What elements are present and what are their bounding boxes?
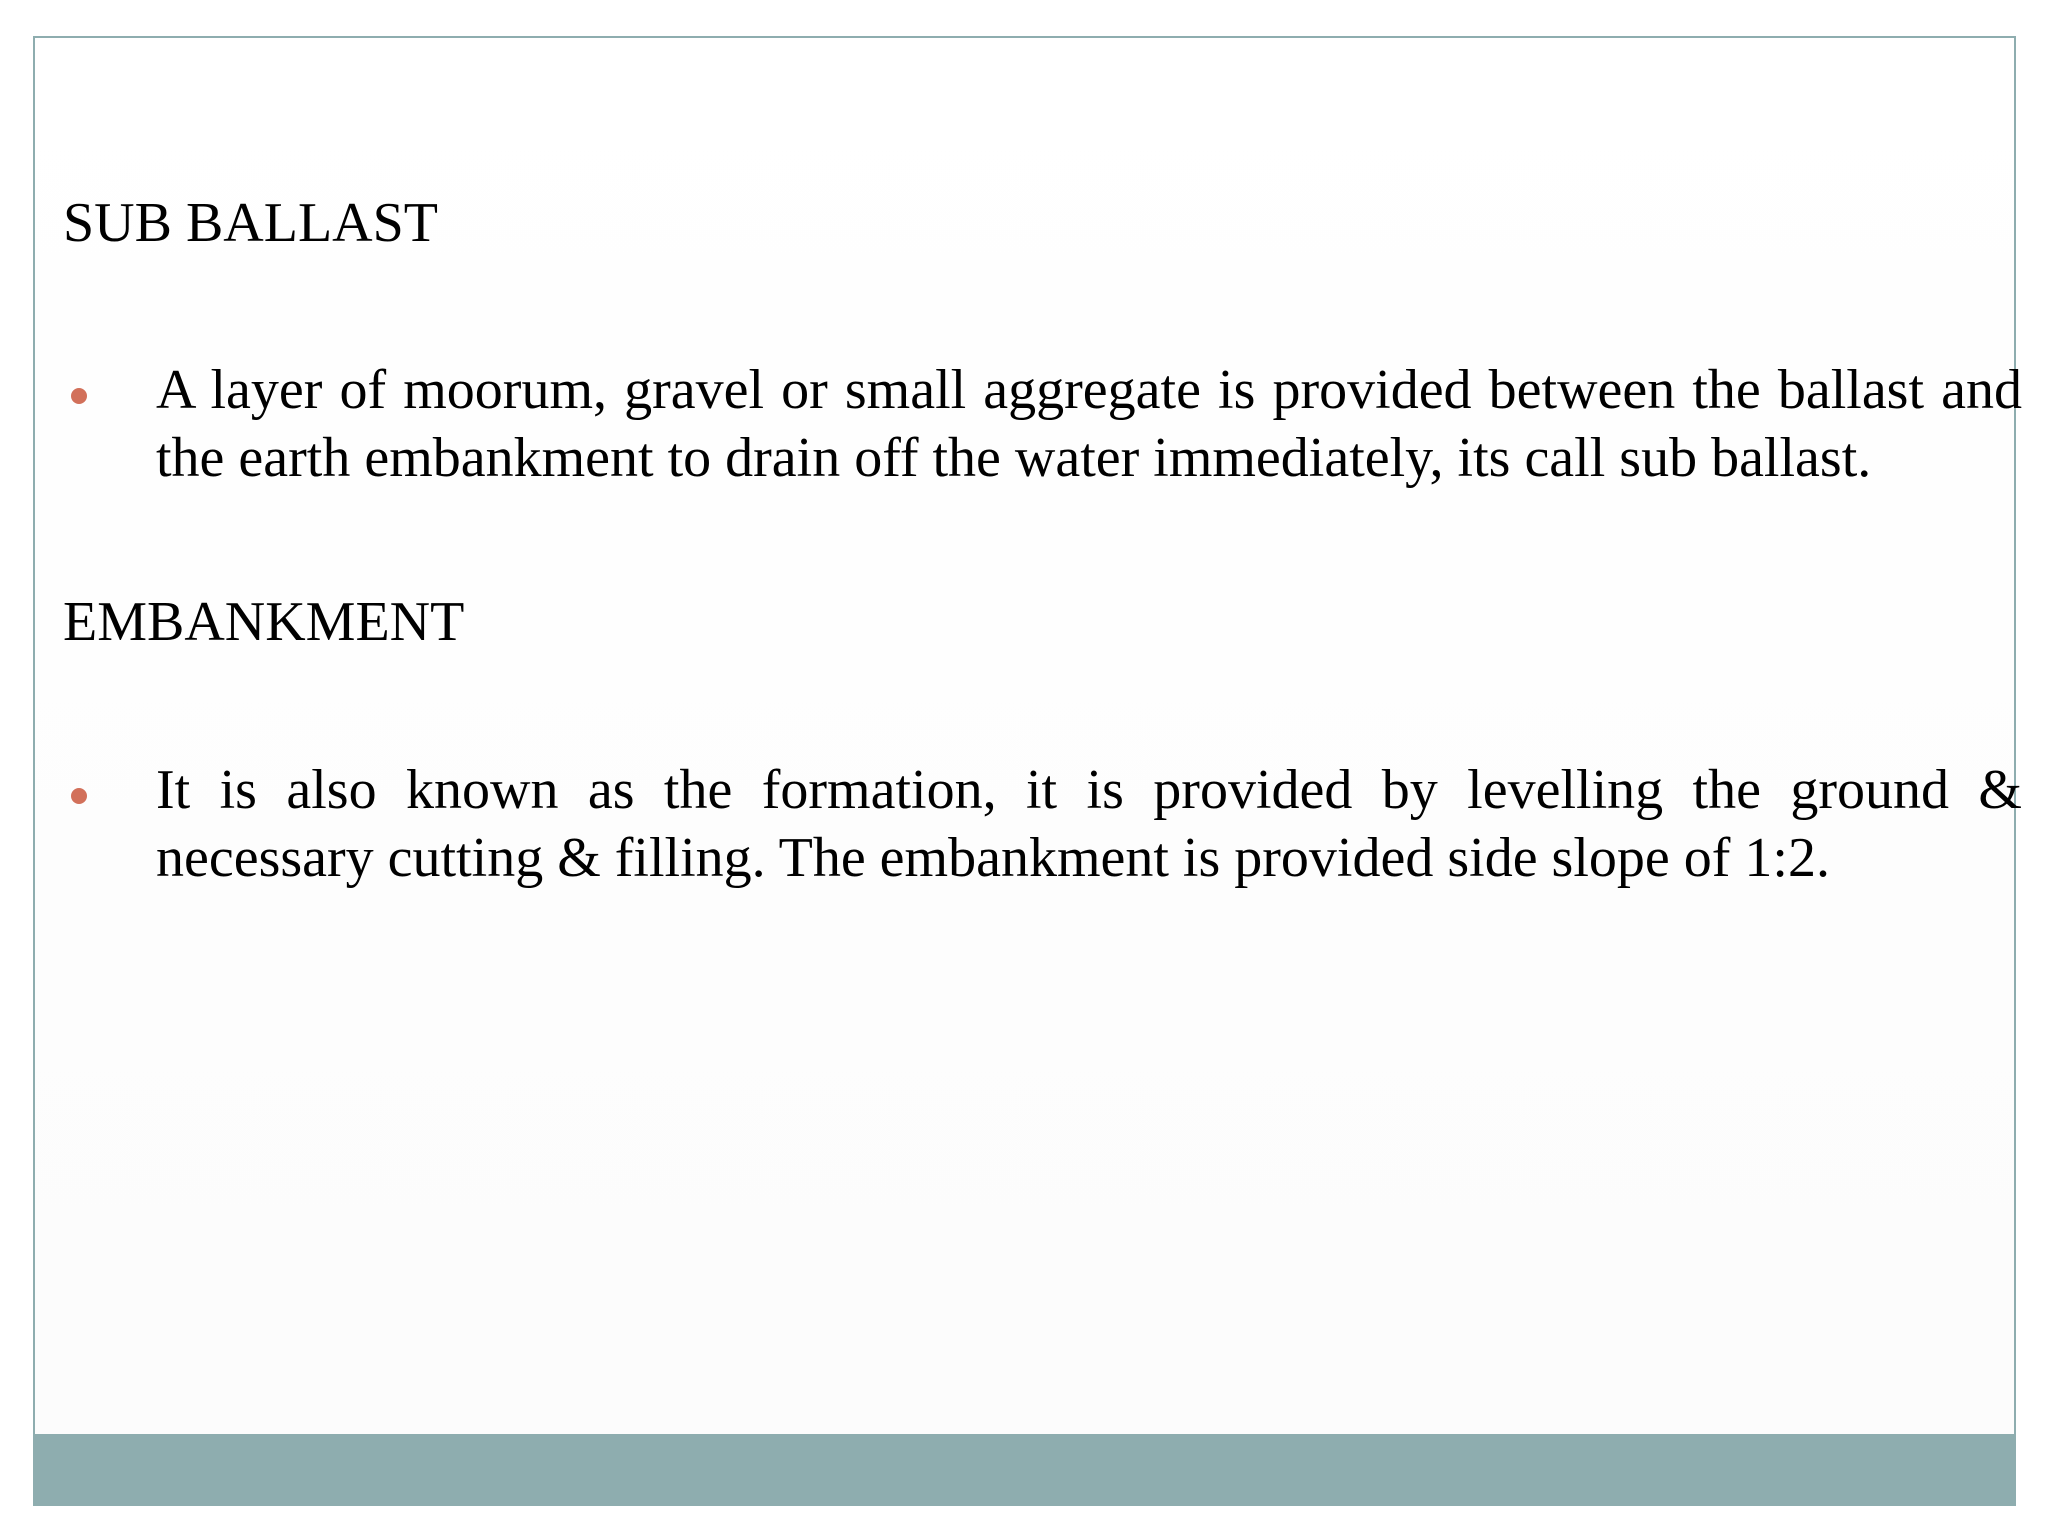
footer-accent-band: [35, 1434, 2014, 1504]
bullet-item-sub-ballast: [63, 356, 2022, 492]
section-heading-embankment: EMBANKMENT: [63, 591, 465, 653]
slide-frame: [33, 36, 2022, 1506]
bullet-dot-icon: [71, 788, 87, 804]
bullet-item-embankment: [63, 756, 2022, 892]
section-heading-sub-ballast: SUB BALLAST: [63, 192, 438, 254]
bullet-text-sub-ballast: A layer of moorum, gravel or small aggregate is provided between the ballast and the earth embankment to drain off the water immediately, its call sub ballast.: [156, 359, 2022, 489]
bullet-dot-icon: [71, 388, 87, 404]
bullet-text-embankment: It is also known as the formation, it is provided by levelling the ground & necessary cutting & filling. The embankment is provided side slope of 1:2.: [156, 759, 2022, 889]
